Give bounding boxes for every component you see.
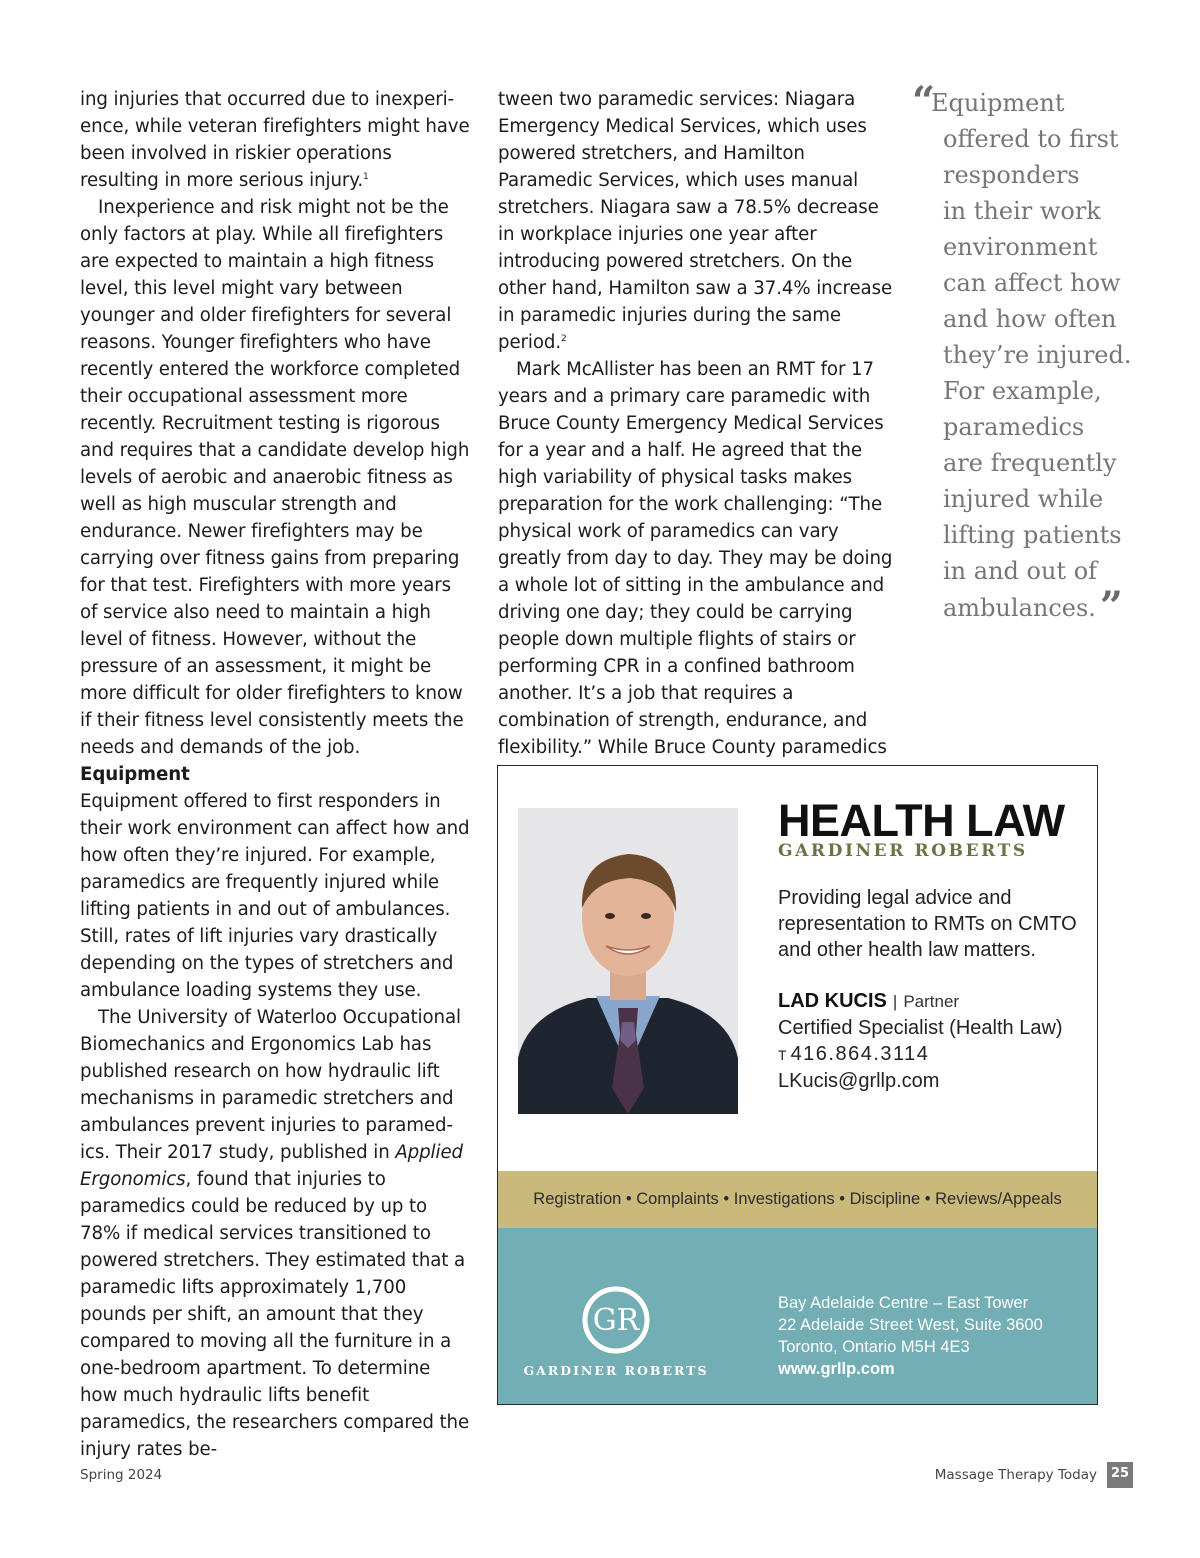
- pull-quote-line: and how often: [943, 305, 1117, 333]
- pull-quote-line: in and out of: [943, 557, 1098, 585]
- phone-label: T: [778, 1047, 787, 1063]
- separator: |: [892, 992, 898, 1011]
- pull-quote-line: “Equipment: [912, 78, 1065, 125]
- phone-number[interactable]: 416.864.3114: [790, 1043, 930, 1065]
- paragraph: ing injuries that occurred due to inexperience, while veteran firefighters might have been involved in riskier operations resulting in more serious injury.$^1$: [80, 89, 470, 191]
- publication-name: Massage Therapy Today: [934, 1467, 1097, 1483]
- paragraph: tween two paramedic services: Niagara Emergency Medical Services, which uses powered stretchers, and Hamilton Paramedic Services, which uses manual stretchers. Niagara saw a 78.5% decrease in workplace injuries one year after introducing powered stretchers. On the other hand, Hamilton saw a 37.4% increase in paramedic injuries during the same period.$^2$: [498, 89, 893, 353]
- pull-quote-line: in their work: [943, 197, 1101, 225]
- pull-quote-line: environment: [943, 233, 1098, 261]
- pull-quote-line: paramedics: [943, 413, 1085, 441]
- services-list: Registration • Complaints • Investigations • Discipline • Reviews/Appeals: [533, 1190, 1062, 1208]
- open-quote-icon: “: [912, 78, 932, 125]
- lawyer-contact: [778, 1015, 1063, 1094]
- ad-title: HEALTH LAW: [778, 795, 1065, 846]
- services-band: [498, 1171, 1097, 1228]
- logo-wordmark: GARDINER ROBERTS: [523, 1363, 709, 1378]
- pull-quote-line: lifting patients: [943, 521, 1122, 549]
- ad-description: Providing legal advice and representation to RMTs on CMTO and other health law matters.: [778, 887, 1077, 961]
- lawyer-portrait: [518, 808, 738, 1114]
- close-quote-icon: ”: [1099, 583, 1119, 630]
- specialty: Certified Specialist (Health Law): [778, 1017, 1063, 1039]
- paragraph: Mark McAllister has been an RMT for 17 years and a primary care paramedic with Bruce County Emergency Medical Services for a year and a half. He agreed that the high variability of physical tasks makes preparation for the work challenging: “The physical work of paramedics can vary greatly from day to day. They may be doing a whole lot of sitting in the ambulance and driving one day; they could be carrying people down multiple flights of stairs or performing CPR in a confined bathroom another. It’s a job that requires a combination of strength, endurance, and flexibility.” While Bruce County paramedics: [498, 359, 893, 758]
- firm-name: GARDINER ROBERTS: [778, 841, 1028, 861]
- phone-line[interactable]: [778, 1041, 1063, 1068]
- portrait-illustration: [518, 808, 738, 1114]
- pull-quote-line: can affect how: [943, 269, 1121, 297]
- address-line: Bay Adelaide Centre – East Tower: [778, 1294, 1029, 1312]
- pull-quote-line: are frequently: [943, 449, 1117, 477]
- website-link[interactable]: www.grllp.com: [778, 1360, 895, 1378]
- footnote-ref: 1: [363, 172, 369, 182]
- footnote-ref: 2: [561, 334, 567, 344]
- issue-label: Spring 2024: [80, 1467, 163, 1483]
- paragraph: Equipment offered to first responders in their work environment can affect how and how often they’re injured. For example, paramedics are frequently injured while lifting patients in and out of ambulances. Still, rates of lift injuries vary drastically depending on the types of stretchers and ambulance loading systems they use.: [80, 791, 470, 1001]
- paragraph: The University of Waterloo Occupational Biomechanics and Ergonomics Lab has published research on how hydraulic lift mechanisms in paramedic stretchers and ambulances prevent injuries to paramedics. Their 2017 study, published in Applied Ergonomics, found that injuries to paramedics could be reduced by up to 78% if medical services transitioned to powered stretchers. They estimated that a paramedic lifts approximately 1,700 pounds per shift, an amount that they compared to moving all the furniture in a one-bedroom apartment. To determine how much hydraulic lifts benefit paramedics, the researchers compared the injury rates be-: [80, 1007, 470, 1460]
- pull-quote-line: For example,: [943, 377, 1102, 405]
- lawyer-name-line: [778, 988, 959, 1015]
- page-number: 25: [1107, 1462, 1133, 1488]
- pull-quote-line: offered to first: [943, 125, 1119, 153]
- pull-quote-line: ambulances. ”: [943, 583, 1119, 630]
- pull-quote-line: they’re injured.: [943, 341, 1132, 369]
- article-column-equipment: [80, 761, 472, 1463]
- address-line: 22 Adelaide Street West, Suite 3600: [778, 1316, 1043, 1334]
- section-heading: Equipment: [80, 764, 190, 785]
- address-line: Toronto, Ontario M5H 4E3: [778, 1338, 970, 1356]
- article-column-2: [498, 86, 894, 815]
- logo-letters: GR: [592, 1303, 640, 1338]
- pull-quote-line: injured while: [943, 485, 1104, 513]
- firm-address: [778, 1292, 1043, 1380]
- pull-quote-line: responders: [943, 161, 1080, 189]
- ad-footer: [498, 1228, 1097, 1404]
- lawyer-role: Partner: [903, 992, 960, 1011]
- article-column-1: [80, 86, 472, 761]
- email-link[interactable]: LKucis@grllp.com: [778, 1070, 940, 1092]
- advertisement[interactable]: [497, 765, 1098, 1405]
- lawyer-name: LAD KUCIS: [778, 990, 887, 1012]
- paragraph: Inexperience and risk might not be the only factors at play. While all firefighters are expected to maintain a high fitness level, this level might vary between younger and older firefighters for several reasons. Younger firefighters who have recently entered the workforce completed their occupational assessment more recently. Recruitment testing is rigorous and requires that a candidate develop high levels of aerobic and anaerobic fitness as well as high muscular strength and endurance. Newer firefighters may be carrying over fitness gains from preparing for that test. Firefighters with more years of service also need to maintain a high level of fitness. However, without the pressure of an assessment, it might be more difficult for older firefighters to know if their fitness level consistently meets the needs and demands of the job.: [80, 197, 470, 758]
- journal-title: Applied Ergonomics: [80, 1142, 463, 1190]
- gardiner-roberts-logo-icon: [582, 1286, 650, 1354]
- pull-quote: [912, 78, 1132, 630]
